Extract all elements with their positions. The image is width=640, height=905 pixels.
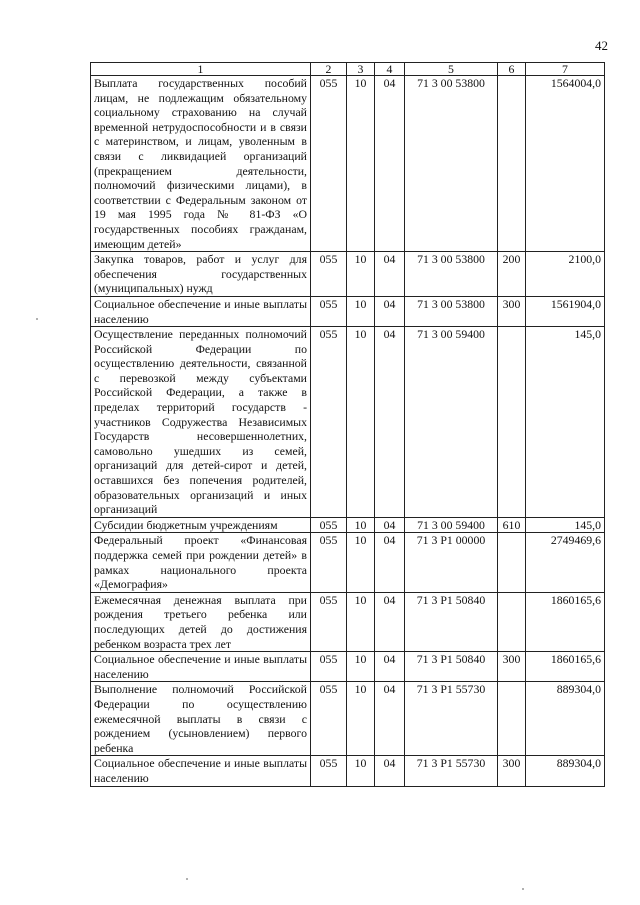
cell-gr: 055 — [311, 296, 347, 326]
table-row — [91, 533, 605, 592]
col-header-2: 2 — [311, 63, 347, 76]
table-row — [91, 592, 605, 651]
cell-pr: 04 — [375, 756, 405, 786]
cell-rz: 10 — [347, 296, 375, 326]
cell-vr: 300 — [498, 296, 526, 326]
cell-pr: 04 — [375, 76, 405, 252]
cell-name: Выплата государственных пособий лицам, не подлежащим обязательному социальному страхованию на случай временной нетрудоспособности и в связи с материнством, и лицам, уволенным в связи с ликвидацией организаций (прекращением деятельности, полномочий физическими лицами), в соответствии с Федеральным законом от 19 мая 1995 года № 81-ФЗ «О государственных пособиях гражданам, имеющим детей» — [91, 76, 311, 252]
cell-sum: 889304,0 — [526, 682, 605, 756]
cell-name: Федеральный проект «Финансовая поддержка семей при рождении детей» в рамках национального проекта «Демография» — [91, 533, 311, 592]
cell-pr: 04 — [375, 252, 405, 297]
cell-csr: 71 3 00 53800 — [405, 296, 498, 326]
cell-csr: 71 3 00 53800 — [405, 252, 498, 297]
cell-gr: 055 — [311, 652, 347, 682]
table-row — [91, 756, 605, 786]
table-header-row — [91, 63, 605, 76]
table-row — [91, 252, 605, 297]
cell-rz: 10 — [347, 592, 375, 651]
cell-sum: 2100,0 — [526, 252, 605, 297]
cell-csr: 71 3 00 53800 — [405, 76, 498, 252]
cell-vr — [498, 592, 526, 651]
cell-pr: 04 — [375, 682, 405, 756]
cell-csr: 71 3 00 59400 — [405, 517, 498, 533]
cell-vr: 610 — [498, 517, 526, 533]
col-header-7: 7 — [526, 63, 605, 76]
scan-speck — [186, 878, 188, 880]
cell-pr: 04 — [375, 533, 405, 592]
cell-gr: 055 — [311, 533, 347, 592]
cell-vr: 300 — [498, 652, 526, 682]
cell-csr: 71 3 P1 55730 — [405, 756, 498, 786]
col-header-3: 3 — [347, 63, 375, 76]
cell-sum: 2749469,6 — [526, 533, 605, 592]
cell-pr: 04 — [375, 592, 405, 651]
table-row — [91, 517, 605, 533]
cell-gr: 055 — [311, 592, 347, 651]
cell-rz: 10 — [347, 652, 375, 682]
budget-table — [90, 62, 605, 787]
cell-rz: 10 — [347, 252, 375, 297]
cell-csr: 71 3 P1 50840 — [405, 592, 498, 651]
table-row — [91, 76, 605, 252]
col-header-6: 6 — [498, 63, 526, 76]
cell-csr: 71 3 P1 55730 — [405, 682, 498, 756]
cell-name: Социальное обеспечение и иные выплаты населению — [91, 296, 311, 326]
scan-speck — [36, 318, 38, 320]
cell-name: Субсидии бюджетным учреждениям — [91, 517, 311, 533]
col-header-5: 5 — [405, 63, 498, 76]
cell-name: Осуществление переданных полномочий Российской Федерации по осуществлению деятельности, связанной с перевозкой между субъектами Российской Федерации, а также в пределах территорий государств - участников Содружества Независимых Государств несовершеннолетних, самовольно ушедших из семей, организаций для детей-сирот и детей, оставшихся без попечения родителей, образовательных организаций и иных организаций — [91, 327, 311, 518]
table-row — [91, 652, 605, 682]
cell-name: Социальное обеспечение и иные выплаты населению — [91, 652, 311, 682]
cell-sum: 1860165,6 — [526, 592, 605, 651]
cell-csr: 71 3 00 59400 — [405, 327, 498, 518]
cell-pr: 04 — [375, 296, 405, 326]
cell-pr: 04 — [375, 327, 405, 518]
table-row — [91, 682, 605, 756]
table-row — [91, 327, 605, 518]
cell-name: Социальное обеспечение и иные выплаты населению — [91, 756, 311, 786]
cell-vr — [498, 682, 526, 756]
col-header-1: 1 — [91, 63, 311, 76]
cell-name: Ежемесячная денежная выплата при рождения третьего ребенка или последующих детей до достижения ребенком возраста трех лет — [91, 592, 311, 651]
cell-pr: 04 — [375, 517, 405, 533]
cell-name: Выполнение полномочий Российской Федерации по осуществлению ежемесячной выплаты в связи с рождением (усыновлением) первого ребенка — [91, 682, 311, 756]
cell-gr: 055 — [311, 682, 347, 756]
cell-sum: 1564004,0 — [526, 76, 605, 252]
cell-gr: 055 — [311, 756, 347, 786]
cell-vr: 300 — [498, 756, 526, 786]
col-header-4: 4 — [375, 63, 405, 76]
cell-rz: 10 — [347, 517, 375, 533]
scan-speck — [522, 888, 524, 890]
cell-gr: 055 — [311, 327, 347, 518]
cell-rz: 10 — [347, 76, 375, 252]
cell-sum: 1561904,0 — [526, 296, 605, 326]
cell-sum: 145,0 — [526, 517, 605, 533]
cell-gr: 055 — [311, 252, 347, 297]
table-row — [91, 296, 605, 326]
cell-rz: 10 — [347, 756, 375, 786]
cell-vr — [498, 533, 526, 592]
cell-csr: 71 3 P1 00000 — [405, 533, 498, 592]
cell-vr — [498, 76, 526, 252]
cell-sum: 145,0 — [526, 327, 605, 518]
cell-sum: 1860165,6 — [526, 652, 605, 682]
cell-rz: 10 — [347, 682, 375, 756]
cell-pr: 04 — [375, 652, 405, 682]
page-number: 42 — [595, 38, 608, 53]
cell-rz: 10 — [347, 533, 375, 592]
cell-csr: 71 3 P1 50840 — [405, 652, 498, 682]
cell-name: Закупка товаров, работ и услуг для обеспечения государственных (муниципальных) нужд — [91, 252, 311, 297]
cell-gr: 055 — [311, 76, 347, 252]
cell-rz: 10 — [347, 327, 375, 518]
cell-vr — [498, 327, 526, 518]
cell-vr: 200 — [498, 252, 526, 297]
cell-gr: 055 — [311, 517, 347, 533]
cell-sum: 889304,0 — [526, 756, 605, 786]
